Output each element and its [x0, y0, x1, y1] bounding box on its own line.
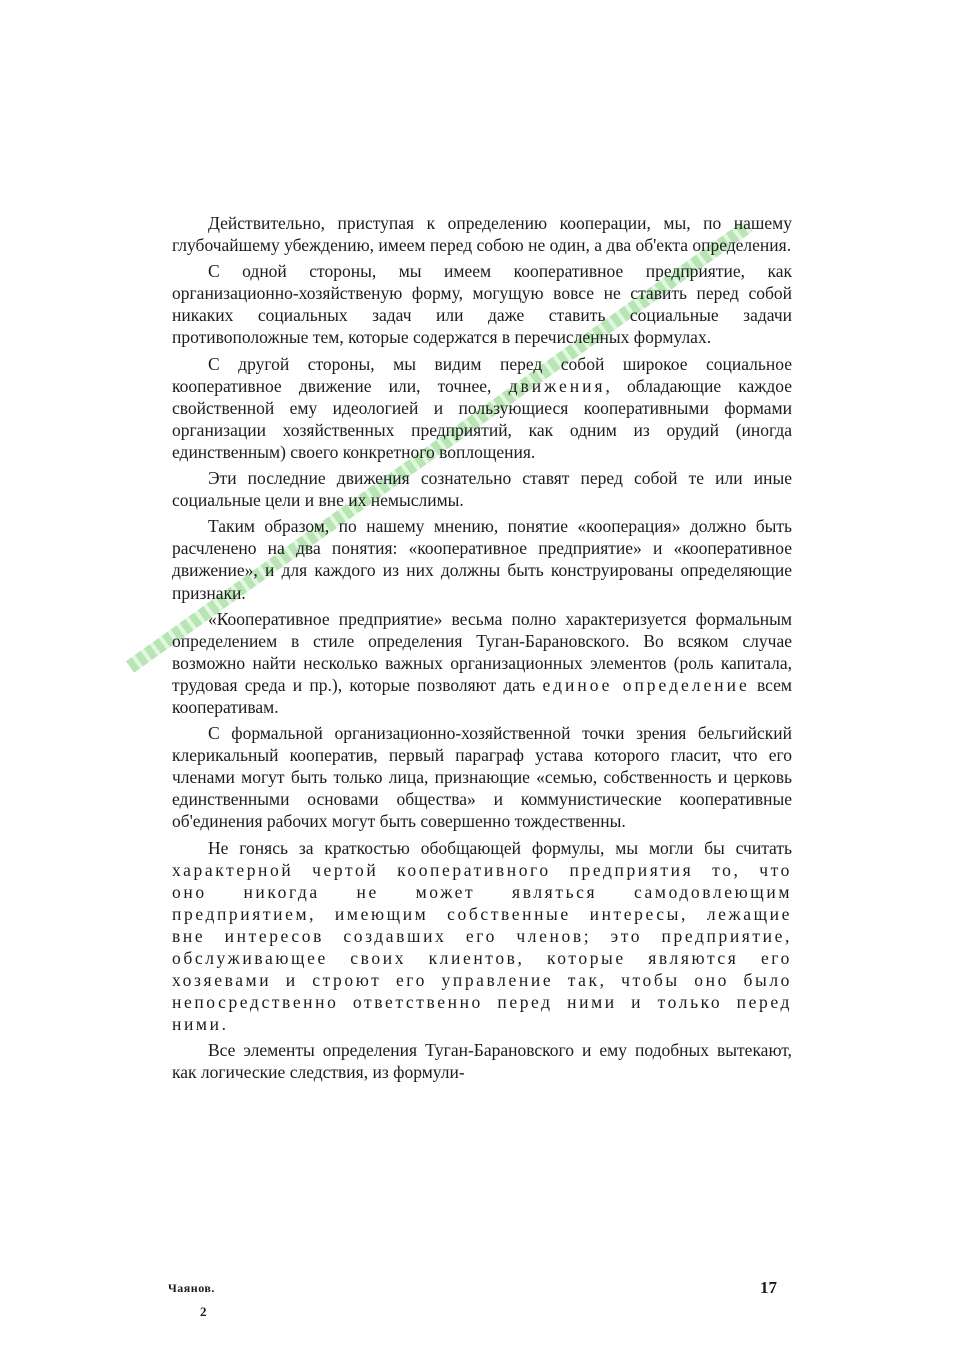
spaced-emphasis: движения	[508, 375, 606, 396]
paragraph-8	[172, 837, 792, 1036]
paragraph-3-start: С другой стороны, мы видим перед собой широкое социальное кооперативное движение или, точнее,	[172, 353, 792, 396]
paragraph-1: Действительно, приступая к определению кооперации, мы, по нашему глубочайшему убеждению, имеем перед собою не один, а два об'екта определения.	[172, 213, 792, 256]
paragraph-4: Эти последние движения сознательно ставят перед собой те или иные социальные цели и вне их немыслимы.	[172, 468, 792, 511]
paragraph-5: Таким образом, по нашему мнению, понятие «кооперация» должно быть расчленено на два понятия: «кооперативное предприятие» и «кооперативное движение», и для каждого из них должны быть конструированы определяющие признаки.	[172, 516, 792, 603]
paragraph-3	[172, 353, 792, 463]
body-text	[172, 212, 792, 1088]
paragraph-7: С формальной организационно-хозяйственной точки зрения бельгийский клерикальный кооператив, первый параграф устава которого гласит, что его членами могут быть только лица, признающие «семью, собственность и церковь единственными основами общества» и коммунистические кооперативные об'единения рабочих могут быть совершенно тождественны.	[172, 723, 792, 832]
paragraph-6-start: «Кооперативное предприятие» весьма полно характеризуется формальным определением в стиле определения Туган-Барановского. Во всяком случае возможно найти несколько важных организационных элементов (роль капитала, трудовая среда и пр.), которые позволяют дать	[172, 608, 792, 695]
paragraph-3-end: , обладающие каждое свойственной ему идеологией и пользующиеся кооперативными формами организации хозяйственных предприятий, как одним из орудий (иногда единственным) своего конкретного воплощения.	[172, 375, 793, 462]
paragraph-8-start: Не гонясь за краткостью обобщающей формулы, мы могли бы считать	[208, 837, 792, 858]
paragraph-9: Все элементы определения Туган-Барановского и ему подобных вытекают, как логические следствия, из формули-	[172, 1040, 792, 1083]
sheet-number: 2	[200, 1304, 207, 1319]
paragraph-6-end: всем кооперативам.	[172, 674, 793, 717]
signature-mark: Чаянов.	[168, 1281, 215, 1295]
spaced-emphasis: характерной чертой кооперативного предприятия то, что оно никогда не может являться самодовлеющим предприятием, имеющим собственные интересы, лежащие вне интересов создавших его членов; это предприятие, обслуживающее своих клиентов, которые являются его хозяевами и строют его управление так, чтобы оно было непосредственно ответственно перед ними и только перед ними.	[172, 859, 792, 1035]
paragraph-2: С одной стороны, мы имеем кооперативное предприятие, как организационно-хозяйственую форму, могущую вовсе не ставить перед собой никаких социальных задач или даже ставить социальные задачи противоположные тем, которые содержатся в перечисленных формулах.	[172, 261, 792, 348]
paragraph-6	[172, 608, 792, 718]
spaced-emphasis: единое определение	[542, 674, 750, 695]
page-number: 17	[760, 1278, 777, 1297]
